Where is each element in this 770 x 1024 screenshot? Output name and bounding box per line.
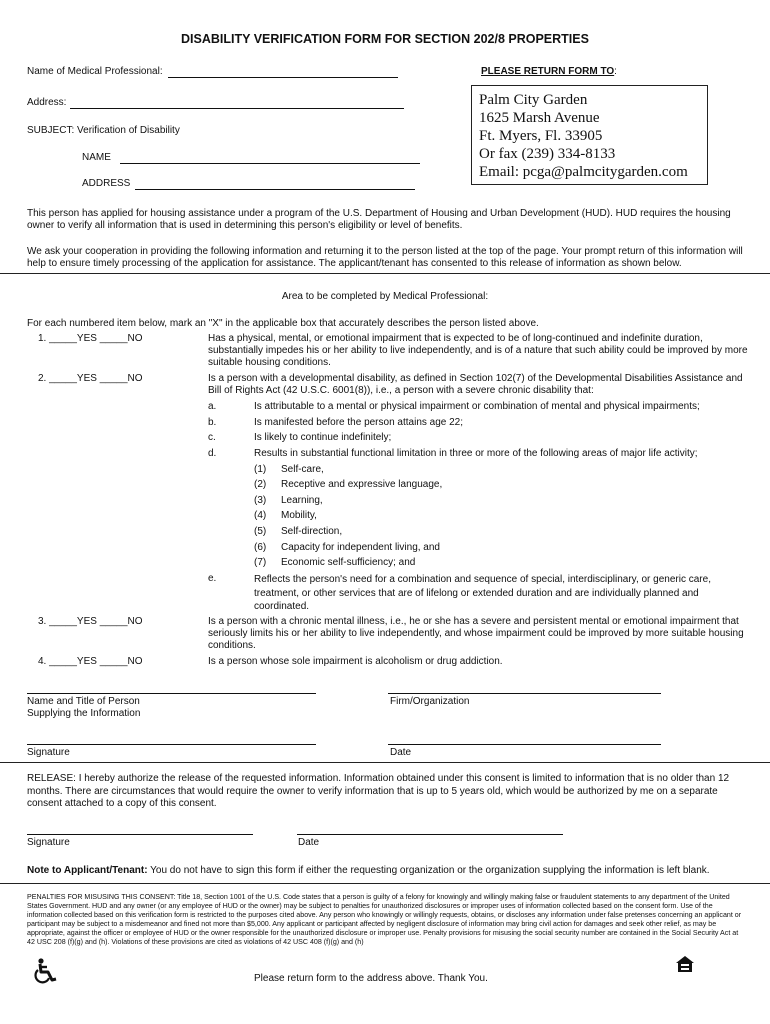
sub-item-text: Results in substantial functional limitation in three or more of the following areas of major life activity; (254, 448, 698, 459)
divider (0, 273, 770, 274)
return-address-line: Or fax (239) 334-8133 (479, 146, 616, 162)
firm-field[interactable] (388, 693, 661, 694)
life-area-text: Mobility, (281, 510, 317, 521)
release-date-field[interactable] (297, 834, 563, 835)
life-area-index: (3) (254, 495, 267, 506)
note-text: You do not have to sign this form if either the requesting organization or the organization supplying the information is left blank. (147, 865, 710, 876)
return-label: PLEASE RETURN FORM TO (481, 66, 615, 77)
item-1-yes-no[interactable]: 1. _____YES _____NO (38, 333, 143, 344)
return-address-line: Ft. Myers, Fl. 33905 (479, 128, 603, 144)
life-area-index: (1) (254, 464, 267, 475)
item-2-yes-no[interactable]: 2. _____YES _____NO (38, 373, 143, 384)
note-to-applicant (27, 865, 757, 877)
life-area-index: (2) (254, 479, 267, 490)
tenant-address-field[interactable] (135, 189, 415, 190)
intro-paragraph-2: We ask your cooperation in providing the following information and returning it to the person listed at the top of the page. Your prompt return of this information will help to ensure timely processing of the application for assistance. The applicant/tenant has consented to this release of information as shown below. (27, 246, 743, 269)
life-area-text: Self-direction, (281, 526, 343, 537)
life-area-text: Capacity for independent living, and (281, 542, 440, 553)
signature-field[interactable] (27, 744, 316, 745)
instruction-text: For each numbered item below, mark an "X" in the applicable box that accurately describes the person listed above. (27, 318, 539, 329)
life-area-text: Self-care, (281, 464, 324, 475)
address-field[interactable] (70, 108, 404, 109)
name-title-label-1: Name and Title of Person (27, 696, 140, 707)
return-note: Please return form to the address above. Thank You. (254, 973, 488, 984)
subject-line: SUBJECT: Verification of Disability (27, 125, 180, 136)
release-signature-field[interactable] (27, 834, 253, 835)
name-title-label-2: Supplying the Information (27, 708, 141, 719)
release-text: RELEASE: I hereby authorize the release of the requested information. Information obtained under this consent is limited to information that is no older than 12 months. There are circumstances that would require the owner to verify information that is up to 5 years old, which would be authorized by me on a separate consent attached to a copy of this consent. (27, 773, 730, 809)
sub-item-letter: e. (208, 573, 217, 584)
life-area-text: Economic self-sufficiency; and (281, 557, 416, 568)
tenant-address-label: ADDRESS (82, 178, 131, 189)
life-area-index: (6) (254, 542, 267, 553)
item-1-text: Has a physical, mental, or emotional impairment that is expected to be of long-continued and indefinite duration, substantially impedes his or her ability to live independently, and is of a nature that such ability could be improved by more suitable housing conditions. (208, 333, 748, 368)
return-to-heading (481, 66, 617, 78)
return-address-box (471, 85, 708, 185)
release-date-label: Date (298, 837, 320, 848)
firm-label: Firm/Organization (390, 696, 470, 707)
wheelchair-icon (33, 958, 59, 984)
sub-item-letter: a. (208, 401, 217, 412)
name-row (82, 152, 420, 164)
date-field[interactable] (388, 744, 661, 745)
sub-item-letter: d. (208, 448, 217, 459)
address-row (27, 97, 404, 109)
equal-housing-opportunity-icon (675, 955, 695, 973)
medical-professional-label: Name of Medical Professional: (27, 66, 163, 77)
name-title-field[interactable] (27, 693, 316, 694)
form-title: DISABILITY VERIFICATION FORM FOR SECTION 202/8 PROPERTIES (181, 32, 589, 46)
release-signature-label: Signature (27, 837, 70, 848)
return-address-line: Palm City Garden (479, 92, 588, 108)
tenant-address-row (82, 178, 415, 190)
sub-item-text: Is manifested before the person attains age 22; (254, 417, 464, 428)
item-3-text: Is a person with a chronic mental illness, i.e., he or she has a severe and persistent mental or emotional impairment that seriously limits his or her ability to live independently, and whose impairment could be improved by more suitable housing conditions. (208, 616, 744, 651)
sub-item-text: Is likely to continue indefinitely; (254, 432, 392, 443)
item-4-text: Is a person whose sole impairment is alcoholism or drug addiction. (208, 656, 503, 667)
return-address-email: Email: pcga@palmcitygarden.com (479, 164, 688, 180)
signature-label: Signature (27, 747, 70, 758)
item-2-text: Is a person with a developmental disability, as defined in Section 102(7) of the Developmental Disabilities Assistance and Bill of Rights Act (42 U.S.C. 6001(8)), i.e., a person with a severe chronic disability that: (208, 373, 743, 396)
name-label: NAME (82, 152, 111, 163)
medical-professional-row (27, 66, 398, 78)
item-3-yes-no[interactable]: 3. _____YES _____NO (38, 616, 143, 627)
sub-item-letter: c. (208, 432, 216, 443)
medical-professional-field[interactable] (168, 77, 398, 78)
intro-paragraph-1: This person has applied for housing assistance under a program of the U.S. Department of Housing and Urban Development (HUD). HUD requires the housing owner to verify all information that is used in determining this person's eligibility or level of benefits. (27, 208, 731, 231)
penalties-text: PENALTIES FOR MISUSING THIS CONSENT: Title 18, Section 1001 of the U.S. Code states that a person is guilty of a felony for knowingly and willingly making false or fraudulent statements to any department of the United States Government. HUD and any owner (or any employee of HUD or the owner) may be subject to penalties for unauthorized disclosures or improper uses of information collected based on the consent form. Use of the information collected based on this verification form is restricted to the purposes cited above. Any person who knowingly or willingly requests, obtains, or discloses any information under false pretenses concerning an applicant or participant may be subject to a misdemeanor and fined not more than $5,000. Any applicant or participant affected by negligent disclosure of information may bring civil action for damages and seek other relief, as may be appropriate, against the officer or employee of HUD or the owner responsible for the unauthorized disclosure or improper use. Penalty provisions for misusing the social security number are contained in the Social Security Act at 42 USC 208 (f)(g) and (h). Violations of these provisions are cited as violations of 42 USC 408 (f)(g) and (h) (27, 893, 742, 946)
life-area-text: Learning, (281, 495, 323, 506)
return-address-line: 1625 Marsh Avenue (479, 110, 600, 126)
sub-item-text: Reflects the person's need for a combination and sequence of special, interdisciplinary, or generic care, treatment, or other services that are of lifelong or extended duration and are individually planned and coordinated. (254, 574, 711, 612)
life-area-text: Receptive and expressive language, (281, 479, 443, 490)
divider (0, 883, 770, 884)
date-label: Date (390, 747, 412, 758)
life-area-index: (4) (254, 510, 267, 521)
sub-item-letter: b. (208, 417, 217, 428)
divider (0, 762, 770, 763)
address-label: Address: (27, 97, 67, 108)
life-area-index: (7) (254, 557, 267, 568)
name-field[interactable] (120, 163, 420, 164)
life-area-index: (5) (254, 526, 267, 537)
sub-item-text: Is attributable to a mental or physical impairment or combination of mental and physical impairments; (254, 401, 700, 412)
item-4-yes-no[interactable]: 4. _____YES _____NO (38, 656, 143, 667)
area-heading: Area to be completed by Medical Professional: (281, 291, 489, 302)
note-bold: Note to Applicant/Tenant: (27, 865, 148, 876)
return-colon: : (614, 66, 617, 77)
